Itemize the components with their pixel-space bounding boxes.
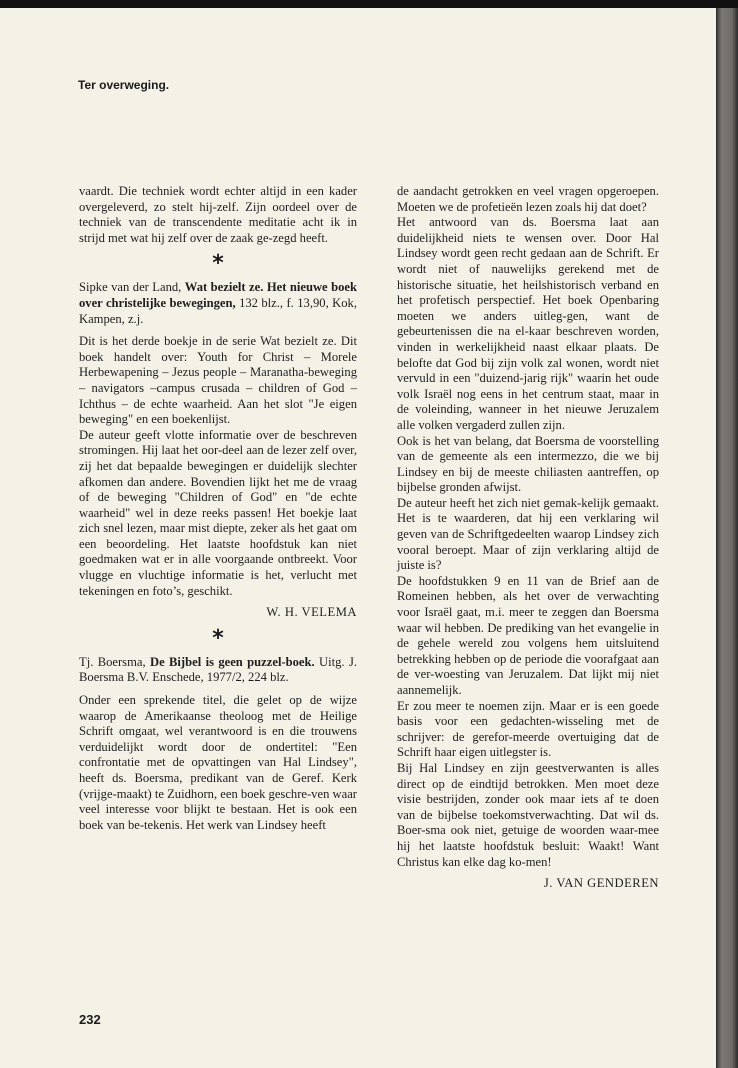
- citation-details: 132 blz., f. 13,90, Kok, Kampen, z.j.: [79, 295, 357, 326]
- asterisk-separator: *: [212, 251, 224, 277]
- citation-book-title: Wat bezielt ze. Het nieuwe boek over christelijke bewegingen,: [79, 280, 357, 310]
- review-paragraph: Dit is het derde boekje in de serie Wat bezielt ze. Dit boek handelt over: Youth for Christ – Morele Herbewapening – Jezus people – Maranatha-beweging – navigators –campus crusada – children of God – Ichthus – de echte waarheid. Aan het slot "Je eigen beweging" en een boekenlijst.: [79, 334, 357, 427]
- review-paragraph: Ook is het van belang, dat Boersma de voorstelling van de gemeente als een intermezzo, die we bij Lindsey en bij de meeste chiliasten aantreffen, op bijbelse gronden afwijst.: [397, 433, 659, 495]
- review-paragraph: Het antwoord van ds. Boersma laat aan duidelijkheid niets te wensen over. Door Hal Lindsey wordt geen recht gedaan aan de Schrift. Er wordt niet of nauwelijks gerekend met de historische situatie, het heilshistorisch verband en het profetisch perspectief. Het boek Openbaring moeten we anders uitleg-gen, want de gebeurtenissen die na el-kaar beschreven worden, vinden in werkelijkheid naast elkaar plaats. De belofte dat God bij zijn volk zal wonen, wordt niet vervuld in een "duizend-jarig rijk" waarin het oude volk Israël nog eens in het centrum staat, maar in de voleinding, wanneer in het nieuwe Jeruzalem alle volken vergaderd zullen zijn.: [397, 215, 659, 432]
- review-paragraph: de aandacht getrokken en veel vragen opgeroepen. Moeten we de profetieën lezen zoals hij dat doet?: [397, 184, 659, 214]
- left-column: [79, 184, 357, 833]
- page-number: 232: [79, 1012, 101, 1027]
- running-title: Ter overweging.: [78, 78, 170, 92]
- review-paragraph: Er zou meer te noemen zijn. Maar er is een goede basis voor een gedachten-wisseling met de schrijver: de gerefor-meerde overtuiging dat de Schrift haar eigen uitlegster is.: [397, 698, 659, 760]
- right-column: [397, 184, 659, 892]
- reviewer-signature: W. H. VELEMA: [266, 605, 357, 620]
- reviewer-signature: J. VAN GENDEREN: [543, 876, 659, 891]
- citation-author: Sipke van der Land,: [79, 280, 182, 295]
- citation-author: Tj. Boersma,: [79, 654, 146, 669]
- review-citation: [79, 280, 357, 327]
- review-paragraph: De hoofdstukken 9 en 11 van de Brief aan de Romeinen hebben, als het over de verwachting voor Israël gaat, m.i. meer te zeggen dan Boersma waar wil hebben. De prediking van het evangelie in de gehele wereld zou volgens hem uitsluitend betrekking hebben op de periode die voorafgaat aan de ver-woesting van Jeruzalem. Dat lijkt mij niet aannemelijk.: [397, 573, 659, 697]
- scan-border-top: [0, 0, 738, 8]
- review-citation: [79, 655, 357, 686]
- citation-details: Uitg. J. Boersma B.V. Enschede, 1977/2, 224 blz.: [79, 654, 357, 685]
- review-paragraph: Bij Hal Lindsey en zijn geestverwanten is alles direct op de eindtijd betrokken. Men moet deze visie bestrijden, zonder ook maar iets af te doen van de bijbelse toekomstverwachting. Dat wil ds. Boer-sma ook niet, getuige de woorden waar-mee hij het laatste hoofdstuk besluit: Waakt! Want Christus kan elke dag ko-men!: [397, 760, 659, 869]
- asterisk-separator: *: [212, 625, 224, 651]
- review-paragraph: Onder een sprekende titel, die gelet op de wijze waarop de Amerikaanse theoloog met de Heilige Schrift omgaat, wel verantwoord is en die trouwens verduidelijkt wordt door de ondertitel: "Een confrontatie met de opvattingen van Hal Lindsey", heeft ds. Boersma, predikant van de Geref. Kerk (vrijge-maakt) te Zuidhorn, een boek geschre-ven waar veel interesse voor blijkt te bestaan. Het is ook een boek van be-tekenis. Het werk van Lindsey heeft: [79, 693, 357, 832]
- book-spine-edge: [716, 8, 738, 1068]
- review-paragraph: De auteur geeft vlotte informatie over de beschreven stromingen. Hij laat het oor-deel aan de lezer zelf over, zij het dat bepaalde bewegingen er duidelijk slechter afkomen dan andere. Bovendien lijkt het me de vraag of de beweging "Children of God" en "de echte waarheid" wel in deze reeks passen! Het boekje laat zich snel lezen, maar mist diepte, zeker als het gaat om een beoordeling. Het laatste hoofdstuk kan niet goedmaken wat er in alle voorgaande ontbreekt. Voor vlugge en vluchtige informatie is het, verlucht met tekeningen en foto’s, geschikt.: [79, 427, 357, 598]
- intro-paragraph: vaardt. Die techniek wordt echter altijd in een kader overgeleverd, zo stelt hij-zelf. Zijn oordeel over de techniek van de transcendente meditatie acht ik in strijd met wat hij zelf over de zaak ge-zegd heeft.: [79, 184, 357, 245]
- review-paragraph: De auteur heeft het zich niet gemak-kelijk gemaakt. Het is te waarderen, dat hij een verklaring wil geven van de Schriftgedeelten waarop Lindsey zich vooral beroept. Maar of zijn verklaring altijd de juiste is?: [397, 495, 659, 573]
- citation-book-title: De Bijbel is geen puzzel-boek.: [149, 654, 315, 669]
